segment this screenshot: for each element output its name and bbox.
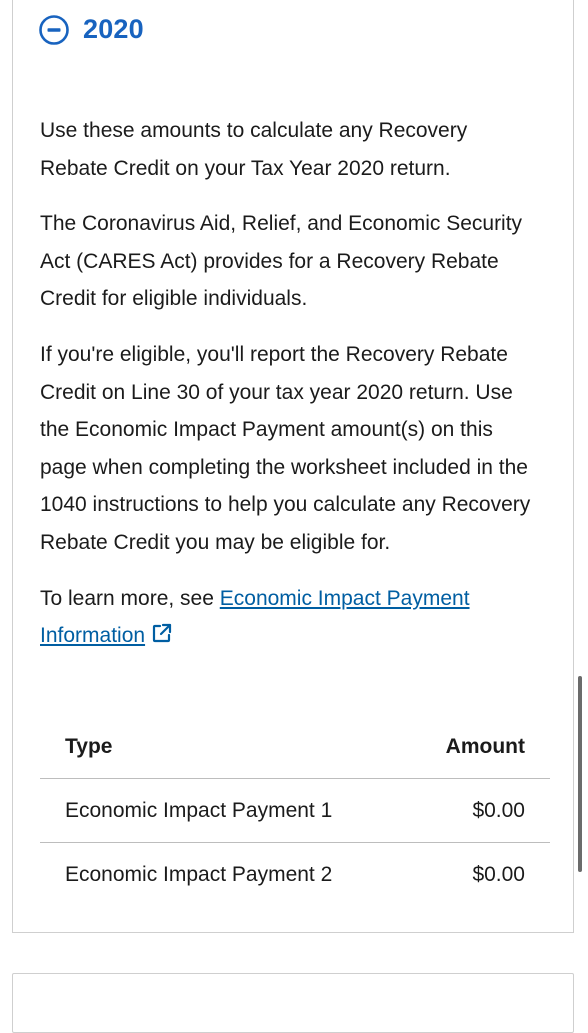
external-link-icon[interactable] <box>151 619 173 641</box>
table-row <box>40 779 550 843</box>
table-header-row <box>40 716 550 779</box>
section-year-title: 2020 <box>83 14 144 44</box>
table-row <box>40 843 550 907</box>
payment-amount-cell: $0.00 <box>472 862 525 886</box>
eip-information-link[interactable]: Economic Impact Payment Information <box>40 586 470 648</box>
next-accordion-panel <box>12 973 574 1033</box>
accordion-panel-2020 <box>12 0 574 933</box>
learn-more-text: To learn more, see <box>40 586 220 610</box>
page-scrollbar[interactable] <box>578 676 582 872</box>
amount-column-header: Amount <box>402 716 550 779</box>
accordion-toggle[interactable] <box>39 14 144 45</box>
type-column-header: Type <box>40 716 402 779</box>
payments-table <box>40 716 550 906</box>
intro-paragraph: Use these amounts to calculate any Recovery Rebate Credit on your Tax Year 2020 return. <box>40 119 468 180</box>
section-content <box>40 112 536 673</box>
minus-circle-icon[interactable] <box>39 15 69 45</box>
payment-type-cell: Economic Impact Payment 1 <box>40 779 402 843</box>
cares-act-paragraph: The Coronavirus Aid, Relief, and Economic Security Act (CARES Act) provides for a Recovery Rebate Credit for eligible individuals. <box>40 212 523 311</box>
learn-more-paragraph <box>40 580 536 655</box>
payment-type-cell: Economic Impact Payment 2 <box>65 862 333 886</box>
eligibility-paragraph: If you're eligible, you'll report the Recovery Rebate Credit on Line 30 of your tax year 2020 return. Use the Economic Impact Payment amount(s) on this page when completing the worksheet included in the 1040 instructions to help you calculate any Recovery Rebate Credit you may be eligible for. <box>40 342 531 554</box>
payment-amount-cell: $0.00 <box>402 779 550 843</box>
